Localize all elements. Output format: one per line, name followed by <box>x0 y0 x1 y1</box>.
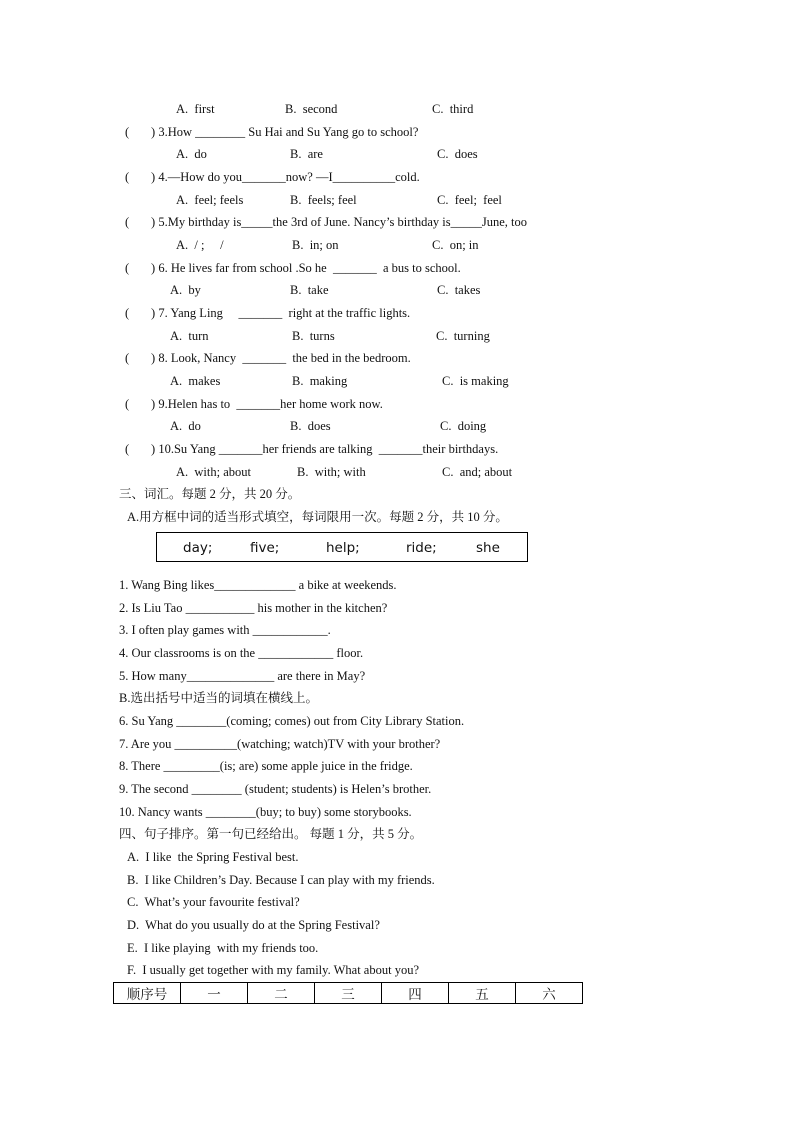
q4-option-a[interactable]: A. feel; feels <box>176 193 244 207</box>
q2-option-c[interactable]: C. third <box>432 102 474 116</box>
q10-option-b[interactable]: B. with; with <box>297 465 366 479</box>
q5-option-a[interactable]: A. / ; / <box>176 238 224 252</box>
q9-option-b[interactable]: B. does <box>290 419 331 433</box>
question-6: ( ) 6. He lives far from school .So he _______ a bus to school. <box>125 261 461 275</box>
word-box <box>156 532 528 562</box>
vocab-item-4: 4. Our classrooms is on the ____________ floor. <box>119 646 364 660</box>
order-cell[interactable]: 三 <box>315 983 382 1004</box>
sentence-a: A. I like the Spring Festival best. <box>127 850 299 864</box>
q9-option-a[interactable]: A. do <box>170 419 201 433</box>
word-box-item: help; <box>326 540 360 556</box>
vocab-item-2: 2. Is Liu Tao ___________ his mother in the kitchen? <box>119 601 388 615</box>
sentence-b: B. I like Children’s Day. Because I can play with my friends. <box>127 873 435 887</box>
q4-option-b[interactable]: B. feels; feel <box>290 193 357 207</box>
vocab-item-5: 5. How many______________ are there in May? <box>119 669 366 683</box>
order-label: 顺序号 <box>114 983 181 1004</box>
vocab-item-10: 10. Nancy wants ________(buy; to buy) some storybooks. <box>119 805 412 819</box>
q10-option-a[interactable]: A. with; about <box>176 465 251 479</box>
q7-option-b[interactable]: B. turns <box>292 329 335 343</box>
q3-option-b[interactable]: B. are <box>290 147 323 161</box>
q7-option-c[interactable]: C. turning <box>436 329 490 343</box>
q2-option-b[interactable]: B. second <box>285 102 338 116</box>
q5-option-b[interactable]: B. in; on <box>292 238 339 252</box>
word-box-item: day; <box>183 540 213 556</box>
table-row <box>114 983 583 1004</box>
order-table <box>113 982 583 1004</box>
sentence-d: D. What do you usually do at the Spring Festival? <box>127 918 380 932</box>
section-4-heading: 四、句子排序。第一句已经给出。 每题 1 分，共 5 分。 <box>119 827 423 841</box>
q8-option-a[interactable]: A. makes <box>170 374 221 388</box>
section-3a-title: A.用方框中词的适当形式填空，每词限用一次。每题 2 分，共 10 分。 <box>127 510 508 524</box>
q6-option-b[interactable]: B. take <box>290 283 329 297</box>
order-cell[interactable]: 一 <box>181 983 248 1004</box>
q4-option-c[interactable]: C. feel; feel <box>437 193 502 207</box>
sentence-c: C. What’s your favourite festival? <box>127 895 300 909</box>
question-3: ( ) 3.How ________ Su Hai and Su Yang go to school? <box>125 125 419 139</box>
question-9: ( ) 9.Helen has to _______her home work now. <box>125 397 383 411</box>
sentence-f: F. I usually get together with my family. What about you? <box>127 963 419 977</box>
vocab-item-1: 1. Wang Bing likes_____________ a bike at weekends. <box>119 578 397 592</box>
question-10: ( ) 10.Su Yang _______her friends are talking _______their birthdays. <box>125 442 499 456</box>
vocab-item-7: 7. Are you __________(watching; watch)TV with your brother? <box>119 737 441 751</box>
vocab-item-3: 3. I often play games with ____________. <box>119 623 331 637</box>
word-box-item: she <box>476 540 500 556</box>
vocab-item-9: 9. The second ________ (student; students) is Helen’s brother. <box>119 782 432 796</box>
word-box-item: five; <box>250 540 280 556</box>
question-7: ( ) 7. Yang Ling _______ right at the traffic lights. <box>125 306 411 320</box>
order-cell[interactable]: 四 <box>382 983 449 1004</box>
q6-option-c[interactable]: C. takes <box>437 283 481 297</box>
q10-option-c[interactable]: C. and; about <box>442 465 513 479</box>
order-cell[interactable]: 二 <box>248 983 315 1004</box>
vocab-item-6: 6. Su Yang ________(coming; comes) out from City Library Station. <box>119 714 465 728</box>
q5-option-c[interactable]: C. on; in <box>432 238 479 252</box>
question-4: ( ) 4.—How do you_______now? —I__________cold. <box>125 170 420 184</box>
section-3-heading: 三、词汇。每题 2 分，共 20 分。 <box>119 487 301 501</box>
question-8: ( ) 8. Look, Nancy _______ the bed in the bedroom. <box>125 351 411 365</box>
q9-option-c[interactable]: C. doing <box>440 419 487 433</box>
sentence-e: E. I like playing with my friends too. <box>127 941 319 955</box>
question-5: ( ) 5.My birthday is_____the 3rd of June. Nancy’s birthday is_____June, too <box>125 215 528 229</box>
order-cell[interactable]: 五 <box>449 983 516 1004</box>
q3-option-a[interactable]: A. do <box>176 147 207 161</box>
word-box-item: ride; <box>406 540 437 556</box>
order-cell[interactable]: 六 <box>516 983 583 1004</box>
q7-option-a[interactable]: A. turn <box>170 329 209 343</box>
q3-option-c[interactable]: C. does <box>437 147 478 161</box>
q8-option-b[interactable]: B. making <box>292 374 348 388</box>
vocab-item-8: 8. There _________(is; are) some apple juice in the fridge. <box>119 759 413 773</box>
q8-option-c[interactable]: C. is making <box>442 374 509 388</box>
q2-option-a[interactable]: A. first <box>176 102 215 116</box>
section-3b-title: B.选出括号中适当的词填在横线上。 <box>119 691 318 705</box>
q6-option-a[interactable]: A. by <box>170 283 201 297</box>
